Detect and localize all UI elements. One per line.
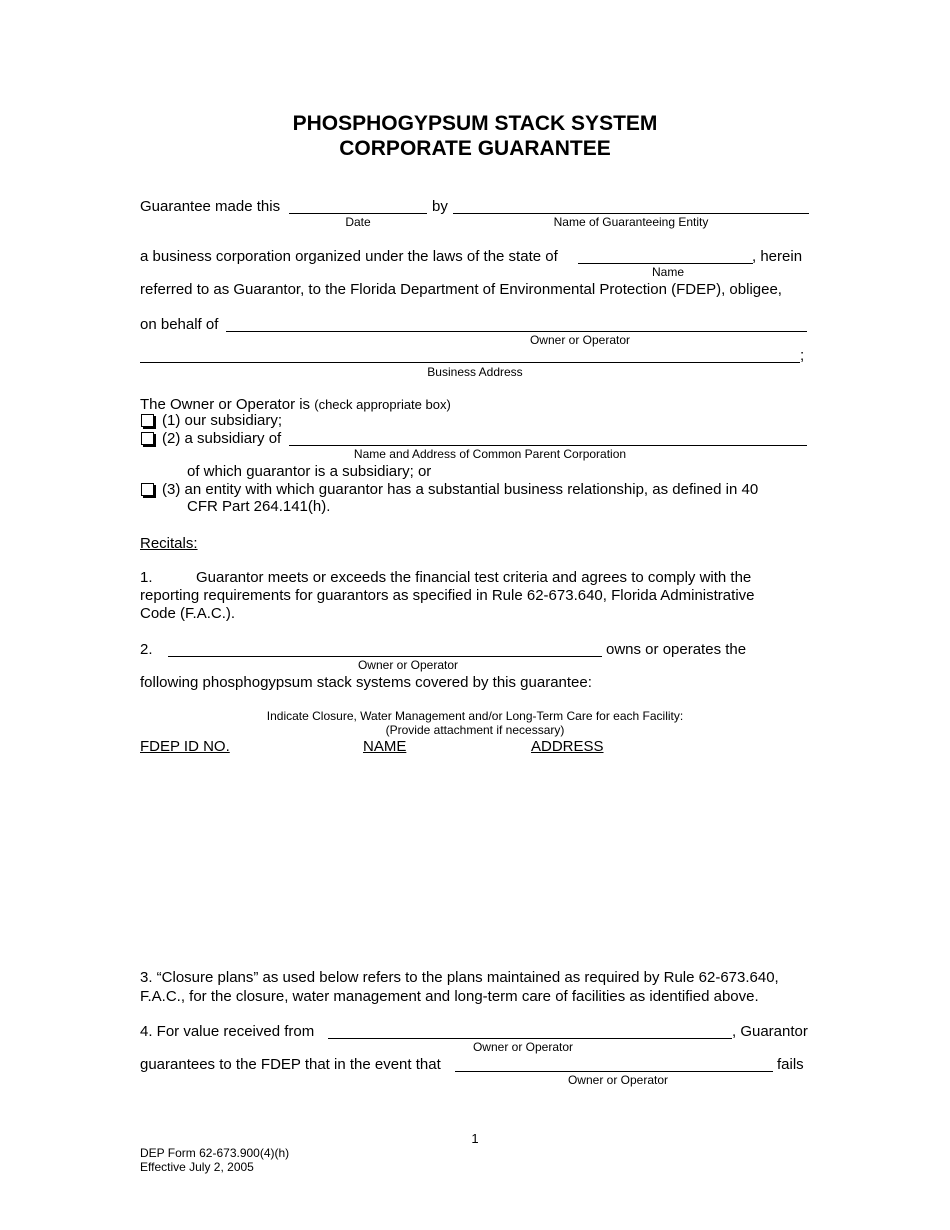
page-number: 1 [471, 1131, 479, 1146]
column-name: NAME [363, 738, 407, 755]
on-behalf-label: on behalf of [140, 316, 219, 333]
guarantee-made-label: Guarantee made this [140, 198, 281, 215]
entity-caption: Name of Guaranteeing Entity [553, 215, 709, 229]
indicate-instructions: Indicate Closure, Water Management and/or Long-Term Care for each Facility: [266, 709, 684, 723]
recital4-guarantor-text: , Guarantor [732, 1023, 808, 1040]
herein-text: , herein [752, 248, 803, 265]
recital1-line2: reporting requirements for guarantors as specified in Rule 62-673.640, Florida Administrative [140, 587, 755, 604]
owner-operator-caption: Owner or Operator [529, 333, 631, 347]
recital2-owns-text: owns or operates the [606, 641, 747, 658]
option2-checkbox[interactable] [141, 432, 154, 445]
state-name-caption: Name [651, 265, 684, 279]
document-title-line1: PHOSPHOGYPSUM STACK SYSTEM [292, 112, 658, 135]
date-caption: Date [345, 215, 371, 229]
recital3-line1: 3. “Closure plans” as used below refers to the plans maintained as required by Rule 62-673.640, [140, 969, 779, 986]
business-address-caption: Business Address [427, 365, 523, 379]
state-field[interactable] [578, 263, 753, 264]
recital2-line2: following phosphogypsum stack systems covered by this guarantee: [140, 674, 592, 691]
recital4-owner-caption1: Owner or Operator [472, 1040, 574, 1054]
owner-operator-field[interactable] [226, 331, 807, 332]
column-fdep-id: FDEP ID NO. [140, 738, 230, 755]
option2-label: (2) a subsidiary of [162, 430, 282, 447]
recital2-number: 2. [140, 641, 153, 658]
effective-date: Effective July 2, 2005 [140, 1160, 254, 1174]
recital4-line2: guarantees to the FDEP that in the event that [140, 1056, 441, 1073]
date-field[interactable] [289, 213, 427, 214]
option3-line1: (3) an entity with which guarantor has a substantial business relationship, as defined in 40 [162, 481, 759, 498]
option1-checkbox[interactable] [141, 414, 154, 427]
parent-corporation-field[interactable] [289, 445, 807, 446]
corporation-text: a business corporation organized under the laws of the state of [140, 248, 558, 265]
recitals-heading: Recitals: [140, 535, 198, 552]
recital1-line3: Code (F.A.C.). [140, 605, 236, 622]
business-address-field[interactable] [140, 362, 800, 363]
referred-text: referred to as Guarantor, to the Florida Department of Environmental Protection (FDEP), obligee, [140, 281, 782, 298]
guaranteeing-entity-field[interactable] [453, 213, 809, 214]
option2-continuation: of which guarantor is a subsidiary; or [187, 463, 432, 480]
option3-checkbox[interactable] [141, 483, 154, 496]
recital1-line1: Guarantor meets or exceeds the financial test criteria and agrees to comply with the [196, 569, 752, 586]
recital4-owner-field[interactable] [328, 1038, 732, 1039]
recital4-owner-caption2: Owner or Operator [567, 1073, 669, 1087]
recital2-owner-field[interactable] [168, 656, 602, 657]
parent-corporation-caption: Name and Address of Common Parent Corporation [353, 447, 627, 461]
option1-label: (1) our subsidiary; [162, 412, 283, 429]
recital2-owner-caption: Owner or Operator [357, 658, 459, 672]
recital4-owner-field2[interactable] [455, 1071, 773, 1072]
address-semicolon: ; [800, 347, 805, 364]
option3-line2: CFR Part 264.141(h). [187, 498, 331, 515]
recital4-start: 4. For value received from [140, 1023, 315, 1040]
document-title-line2: CORPORATE GUARANTEE [339, 137, 611, 160]
column-address: ADDRESS [531, 738, 604, 755]
owner-is-label: The Owner or Operator is (check appropriate box) [140, 396, 451, 413]
recital1-number: 1. [140, 569, 153, 586]
form-id: DEP Form 62-673.900(4)(h) [140, 1146, 290, 1160]
recital4-fails-text: fails [777, 1056, 804, 1073]
by-label: by [432, 198, 448, 215]
attachment-note: (Provide attachment if necessary) [385, 723, 565, 737]
recital3-line2: F.A.C., for the closure, water management and long-term care of facilities as identified above. [140, 988, 759, 1005]
